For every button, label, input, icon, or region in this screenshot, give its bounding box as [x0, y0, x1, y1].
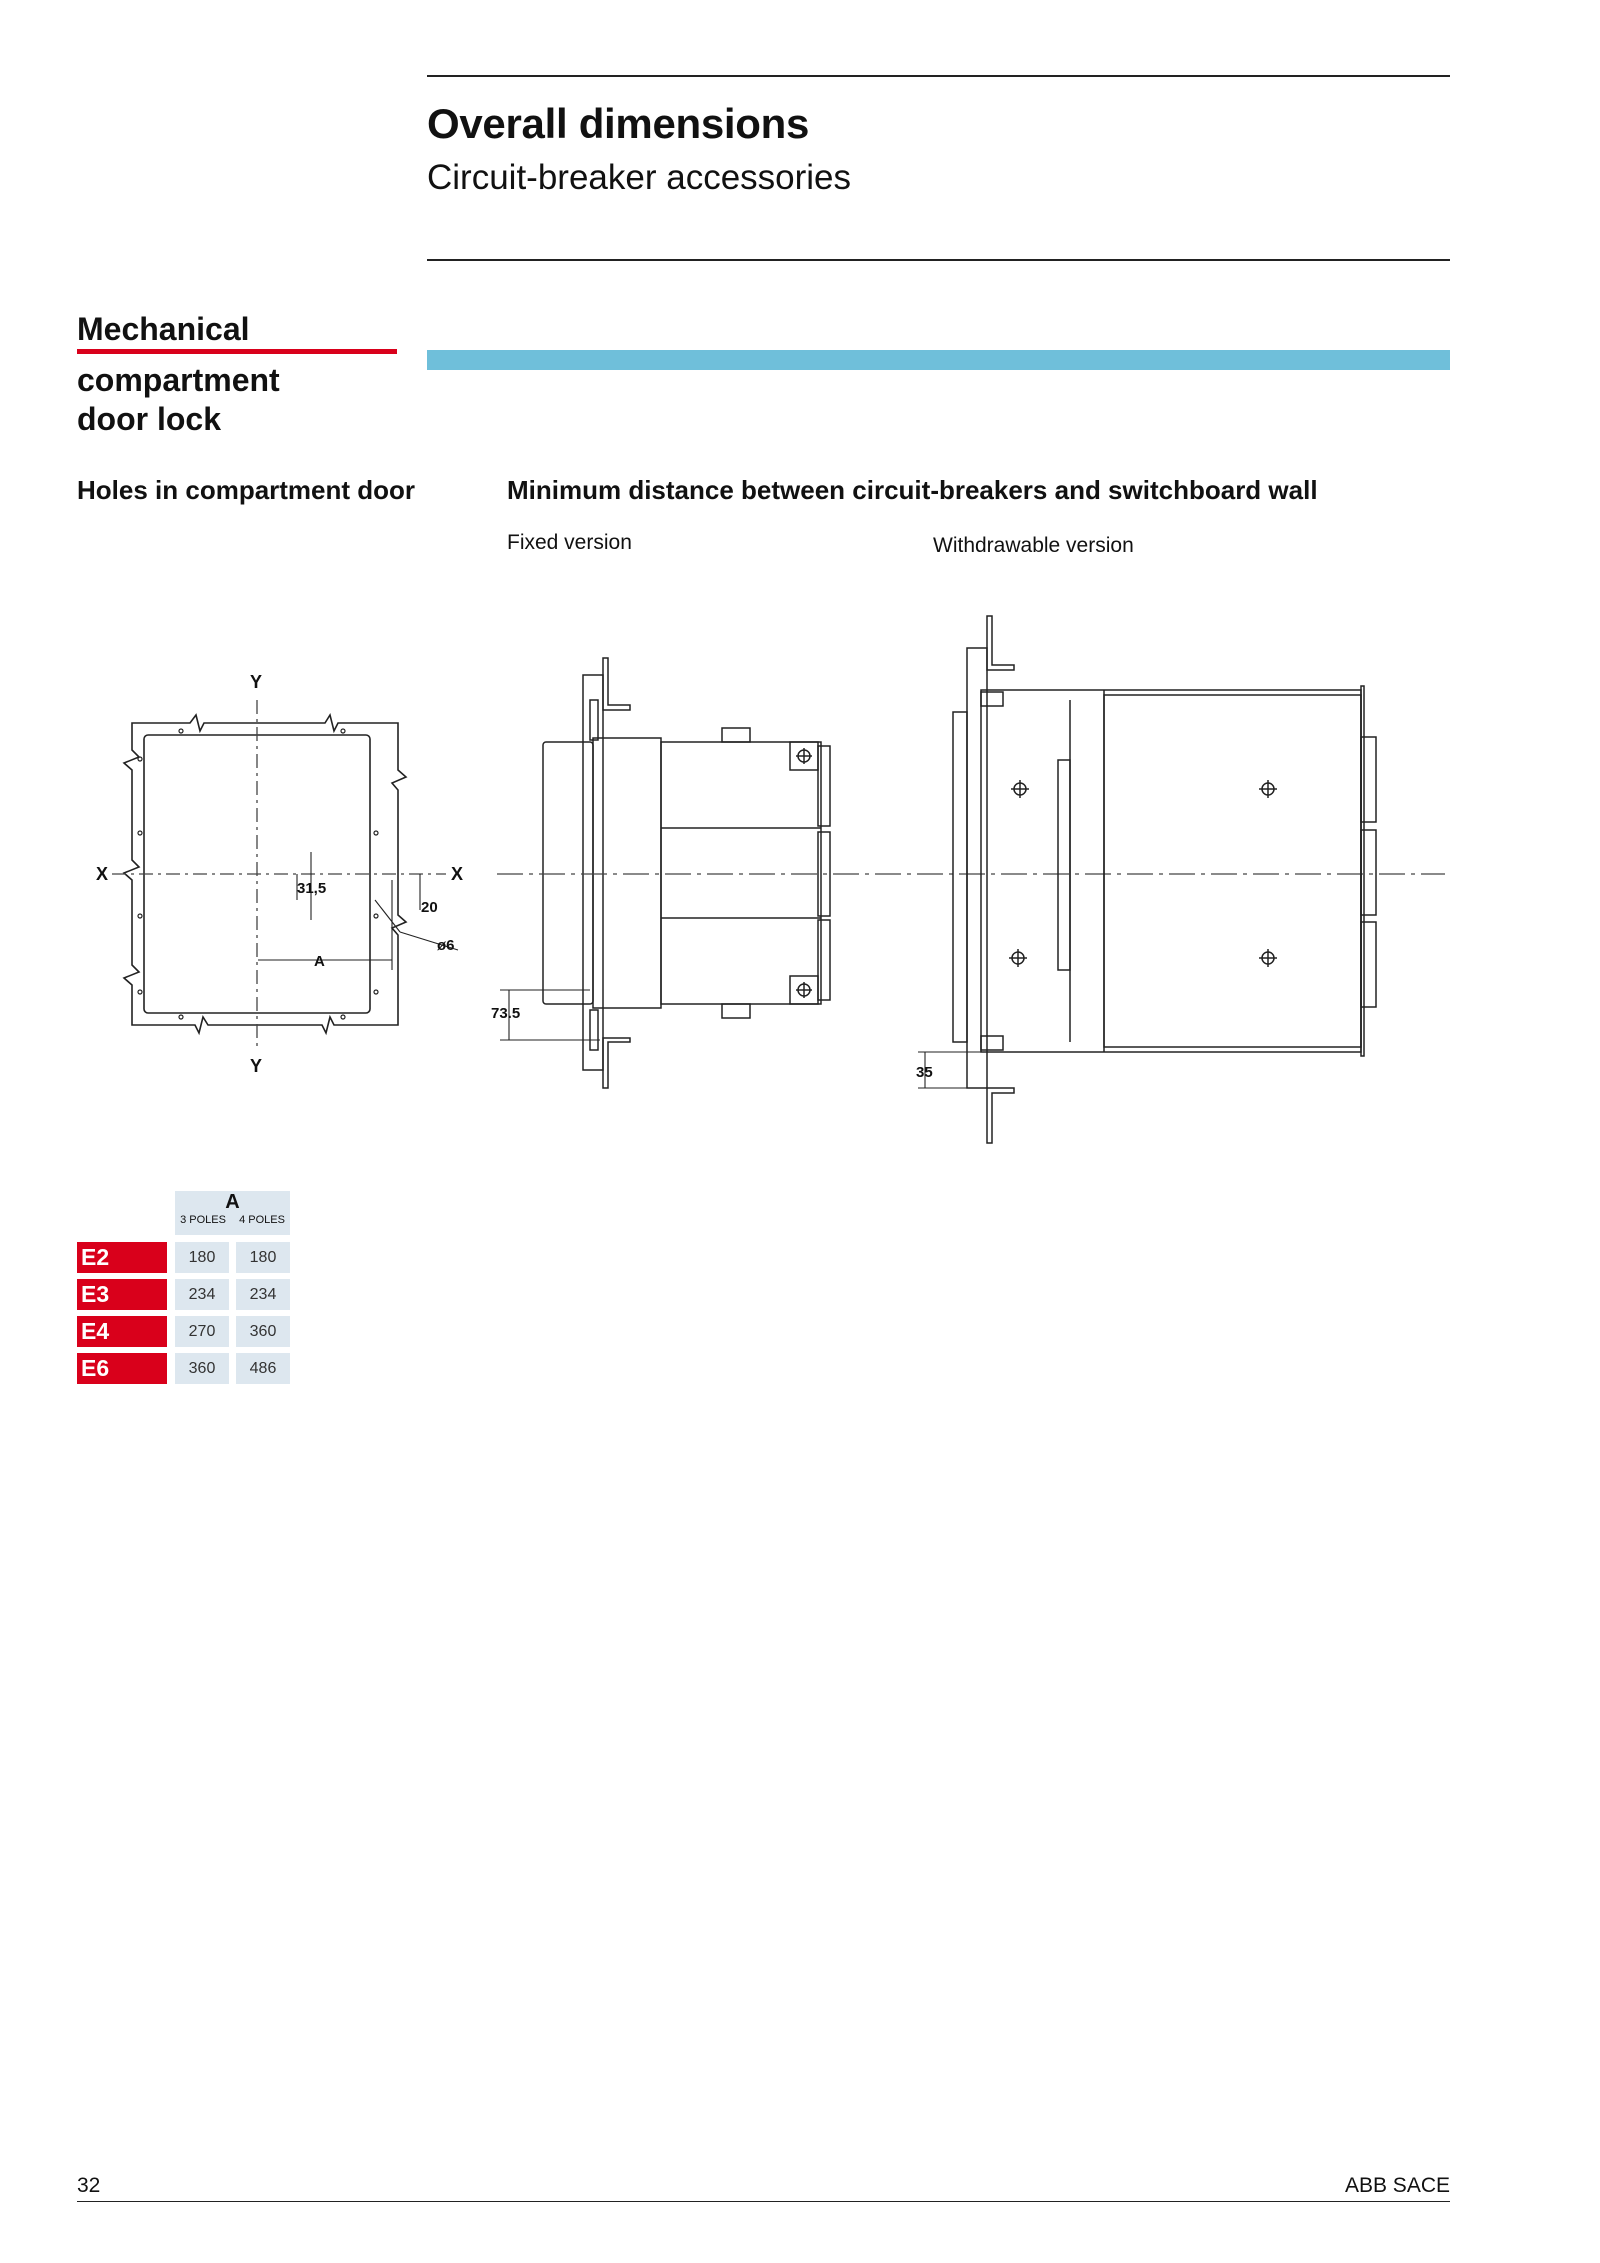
dimension-hole-diameter: ø6 — [437, 937, 455, 954]
withdrawable-wall-bottom — [987, 1088, 1014, 1143]
table-header-4-poles: 4 POLES — [239, 1214, 285, 1226]
table-cell-4-poles: 234 — [236, 1279, 290, 1310]
dimension-35: 35 — [916, 1064, 933, 1081]
moving-part — [1104, 695, 1361, 1047]
withdrawable-version-label: Withdrawable version — [933, 534, 1134, 557]
table-cell-3-poles: 234 — [175, 1279, 229, 1310]
table-row-model: E6 — [77, 1353, 167, 1384]
min-distance-heading: Minimum distance between circuit-breakers and switchboard wall — [507, 475, 1318, 505]
table-cell-3-poles: 360 — [175, 1353, 229, 1384]
y-axis-label-bottom: Y — [250, 1056, 263, 1076]
page-title: Overall dimensions — [427, 100, 810, 147]
table-row-model: E2 — [77, 1242, 167, 1273]
footer-rule — [77, 2201, 1450, 2202]
withdrawable-wall-top — [987, 616, 1014, 670]
page-number: 32 — [77, 2174, 101, 2197]
dimension-73-5: 73.5 — [491, 1005, 521, 1022]
fixed-version-label: Fixed version — [507, 531, 632, 554]
table-cell-4-poles: 360 — [236, 1316, 290, 1347]
holes-heading: Holes in compartment door — [77, 475, 416, 505]
x-axis-label-left: X — [96, 864, 109, 884]
table-header-3-poles: 3 POLES — [180, 1214, 226, 1226]
withdrawable-front-plate — [967, 648, 987, 1088]
y-axis-label-top: Y — [250, 672, 263, 692]
table-cell-3-poles: 180 — [175, 1242, 229, 1273]
table-cell-4-poles: 180 — [236, 1242, 290, 1273]
page-subtitle: Circuit-breaker accessories — [427, 158, 852, 197]
company-name: ABB SACE — [1344, 2174, 1450, 2197]
section-title-line3: door lock — [77, 401, 222, 437]
dimension-a: A — [314, 953, 325, 970]
section-title-line2: compartment — [77, 362, 280, 398]
table-row-model: E3 — [77, 1279, 167, 1310]
section-title-line1: Mechanical — [77, 311, 250, 347]
x-axis-label-right: X — [451, 864, 464, 884]
table-row-model: E4 — [77, 1316, 167, 1347]
dimension-31-5: 31,5 — [297, 880, 327, 897]
fixed-part-frame — [981, 690, 1361, 1052]
dimension-20: 20 — [421, 899, 438, 916]
table-header-a: A — [225, 1191, 240, 1213]
table-cell-4-poles: 486 — [236, 1353, 290, 1384]
table-cell-3-poles: 270 — [175, 1316, 229, 1347]
